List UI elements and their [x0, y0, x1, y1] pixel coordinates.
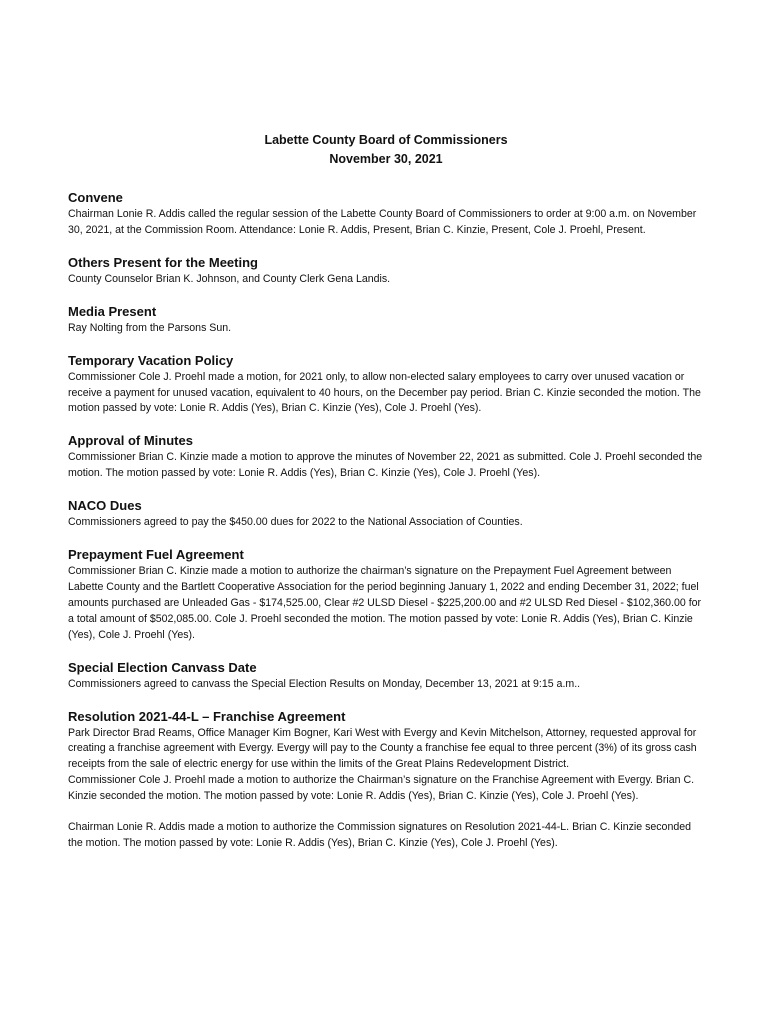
section-vacation-policy — [68, 352, 704, 418]
section-heading: Others Present for the Meeting — [68, 254, 258, 270]
section-paragraph: Commissioners agreed to canvass the Special Election Results on Monday, December 13, 2021 at 9:15 a.m.. — [68, 677, 581, 690]
section-fuel-agreement — [68, 546, 704, 644]
section-paragraph: Park Director Brad Reams, Office Manager Kim Bogner, Kari West with Evergy and Kevin Mitchelson, Attorney, requested approval for creating a franchise agreement with Evergy. Evergy will pay to the County a franchise fee equal to three percent (3%) of its gross cash receipts from the sale of electric energy for use within the limits of the Great Plains Redevelopment District. — [68, 726, 697, 771]
section-convene — [68, 189, 704, 239]
section-paragraph: Commissioners agreed to pay the $450.00 dues for 2022 to the National Association of Counties. — [68, 516, 523, 529]
section-paragraph: Commissioner Brian C. Kinzie made a motion to authorize the chairman’s signature on the Prepayment Fuel Agreement between Labette County and the Bartlett Cooperative Association for the period beginning January 1, 2022 and ending December 31, 2022; fuel amounts purchased are Unleaded Gas - $174,525.00, Clear #2 ULSD Diesel - $225,200.00 and #2 ULSD Red Diesel - $102,360.00 for a total amount of $502,085.00. Cole J. Proehl seconded the motion. The motion passed by vote: Lonie R. Addis (Yes), Brian C. Kinzie (Yes), Cole J. Proehl (Yes). — [68, 565, 702, 641]
section-paragraph: Chairman Lonie R. Addis made a motion to authorize the Commission signatures on Resolution 2021-44-L. Brian C. Kinzie seconded the motion. The motion passed by vote: Lonie R. Addis (Yes), Brian C. Kinzie (Yes), Cole J. Proehl (Yes). — [68, 821, 692, 849]
section-others-present — [68, 254, 704, 288]
section-heading: Media Present — [68, 303, 157, 319]
section-paragraph: Commissioner Brian C. Kinzie made a motion to approve the minutes of November 22, 2021 as submitted. Cole J. Proehl seconded the motion. The motion passed by vote: Lonie R. Addis (Yes), Brian C. Kinzie (Yes), Cole J. Proehl (Yes). — [68, 451, 703, 480]
section-heading: Prepayment Fuel Agreement — [68, 547, 244, 563]
section-heading: Approval of Minutes — [68, 433, 193, 449]
section-heading: Special Election Canvass Date — [68, 659, 257, 675]
section-paragraph: Commissioner Cole J. Proehl made a motion to authorize the Chairman’s signature on the Franchise Agreement with Evergy. Brian C. Kinzie seconded the motion. The motion passed by vote: Lonie R. Addis (Yes), Brian C. Kinzie (Yes), Cole J. Proehl (Yes). — [68, 774, 695, 803]
section-paragraph: Ray Nolting from the Parsons Sun. — [68, 321, 232, 334]
section-paragraph: Chairman Lonie R. Addis called the regular session of the Labette County Board of Commissioners to order at 9:00 a.m. on November 30, 2021, at the Commission Room. Attendance: Lonie R. Addis, Present, Brian C. Kinzie, Present, Cole J. Proehl, Present. — [68, 208, 697, 236]
section-resolution — [68, 708, 704, 852]
document-title: Labette County Board of Commissioners — [264, 133, 508, 147]
section-heading: Temporary Vacation Policy — [68, 352, 234, 368]
document-date: November 30, 2021 — [329, 152, 443, 166]
section-heading: Convene — [68, 190, 123, 205]
section-heading: Resolution 2021-44-L – Franchise Agreement — [68, 708, 346, 724]
document-page — [68, 131, 704, 867]
section-heading: NACO Dues — [68, 498, 142, 514]
document-header — [68, 131, 704, 169]
section-paragraph: Commissioner Cole J. Proehl made a motion, for 2021 only, to allow non-elected salary employees to carry over unused vacation or receive a payment for unused vacation, equivalent to 40 hours, on the December pay period. Brian C. Kinzie seconded the motion. The motion passed by vote: Lonie R. Addis (Yes), Brian C. Kinzie (Yes), Cole J. Proehl (Yes). — [68, 370, 701, 415]
section-canvass-date — [68, 659, 704, 693]
section-paragraph: County Counselor Brian K. Johnson, and County Clerk Gena Landis. — [68, 272, 391, 285]
section-approval-of-minutes — [68, 432, 704, 482]
section-naco-dues — [68, 497, 704, 531]
section-media-present — [68, 303, 704, 337]
